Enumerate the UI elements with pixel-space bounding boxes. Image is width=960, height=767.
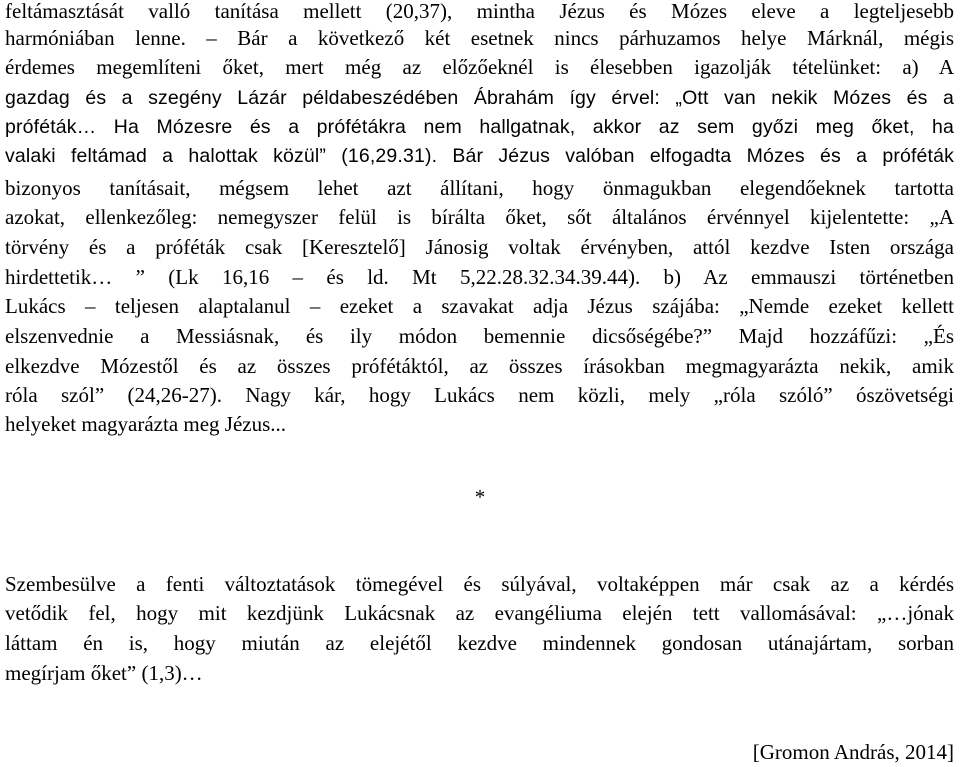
paragraph-line: próféták… Ha Mózesre és a prófétákra nem hallgatnak, akkor az sem győzi meg őket, ha xyxy=(5,116,954,138)
paragraph-line: érdemes megemlíteni őket, mert még az előzőeknél is élesebben igazolják tételünket: a) A xyxy=(5,55,954,79)
paragraph-line: valaki feltámad a halottak közül” (16,29.31). Bár Jézus valóban elfogadta Mózes és a próféták xyxy=(5,145,954,167)
paragraph-line: gazdag és a szegény Lázár példabeszédében Ábrahám így érvel: „Ott van nekik Mózes és a xyxy=(5,87,954,109)
paragraph-line: bizonyos tanításait, mégsem lehet azt állítani, hogy önmagukban elegendőeknek tartotta xyxy=(5,176,954,200)
author-signature: [Gromon András, 2014] xyxy=(752,740,954,764)
paragraph-line: elkezdve Mózestől és az összes prófétáktól, az összes írásokban megmagyarázta nekik, amik xyxy=(5,354,954,378)
paragraph-line: róla szól” (24,26-27). Nagy kár, hogy Lukács nem közli, mely „róla szóló” ószövetségi xyxy=(5,383,954,407)
paragraph-line: törvény és a próféták csak [Keresztelő] Jánosig voltak érvényben, attól kezdve Isten országa xyxy=(5,235,954,259)
paragraph-line: harmóniában lenne. – Bár a következő két esetnek nincs párhuzamos helye Márknál, mégis xyxy=(5,26,954,50)
paragraph-line: láttam én is, hogy miután az elejétől kezdve mindennek gondosan utánajártam, sorban xyxy=(5,631,954,655)
paragraph-line: hirdettetik… ” (Lk 16,16 – és ld. Mt 5,22.28.32.34.39.44). b) Az emmauszi történetben xyxy=(5,265,954,289)
section-separator: * xyxy=(474,485,486,509)
paragraph-line: helyeket magyarázta meg Jézus... xyxy=(5,412,287,436)
paragraph-line: vetődik fel, hogy mit kezdjünk Lukácsnak az evangéliuma elején tett vallomásával: „…jónak xyxy=(5,601,954,625)
paragraph-line: elszenvednie a Messiásnak, és ily módon bemennie dicsőségébe?” Majd hozzáfűzi: „És xyxy=(5,324,954,348)
paragraph-line: feltámasztását valló tanítása mellett (20,37), mintha Jézus és Mózes eleve a legteljesebb xyxy=(5,0,954,23)
paragraph-line: Lukács – teljesen alaptalanul – ezeket a szavakat adja Jézus szájába: „Nemde ezeket kellett xyxy=(5,294,954,318)
paragraph-line: Szembesülve a fenti változtatások tömegével és súlyával, voltaképpen már csak az a kérdés xyxy=(5,572,954,596)
paragraph-line: azokat, ellenkezőleg: nemegyszer felül is bírálta őket, sőt általános érvénnyel kijelentette: „A xyxy=(5,205,954,229)
paragraph-line: megírjam őket” (1,3)… xyxy=(5,661,203,685)
